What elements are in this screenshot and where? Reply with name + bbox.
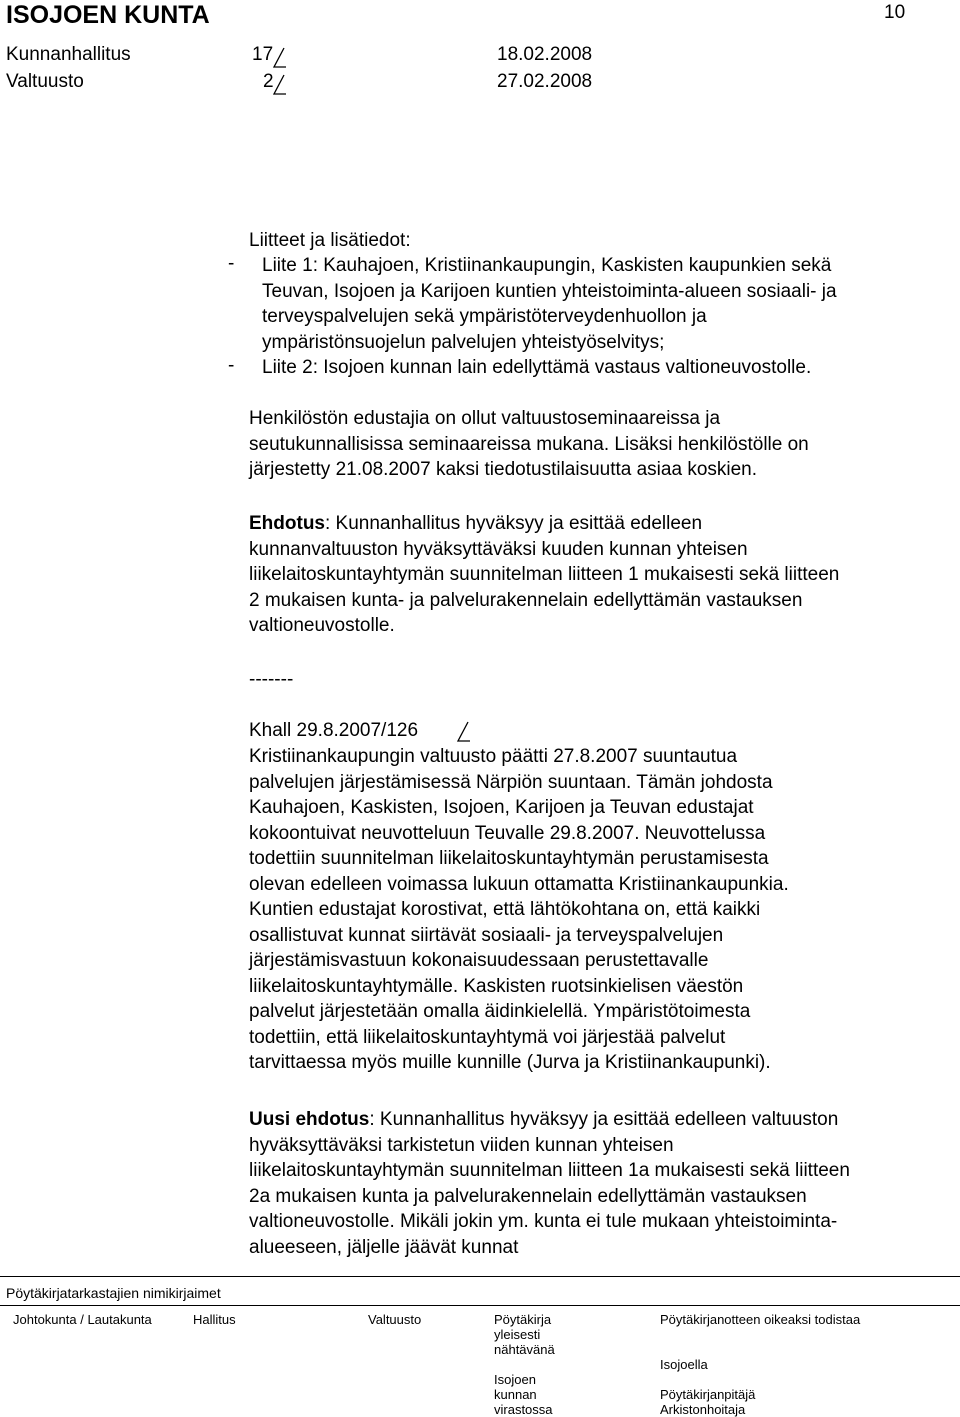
meeting-number-1: 17 (252, 44, 274, 65)
attachment-item-2: Liite 2: Isojoen kunnan lain edellyttämä vastaus valtioneuvostolle. (262, 357, 812, 378)
meeting-body-2: Valtuusto (6, 71, 84, 92)
list-bullet: - (228, 355, 235, 376)
attachments-heading: Liitteet ja lisätiedot: (249, 230, 411, 251)
footer-keeper: Pöytäkirjanpitäjä (660, 1387, 756, 1402)
meeting-date-2: 27.02.2008 (497, 71, 593, 92)
staff-paragraph: Henkilöstön edustajia on ollut valtuustoseminaareissa ja seutukunnallisissa seminaareissa mukana. Lisäksi henkilöstölle on järjestetty 21.08.2007 kaksi tiedotustilaisuutta asiaa koskien. (249, 408, 809, 480)
new-proposal-label: Uusi ehdotus (249, 1109, 370, 1130)
proposal-label: Ehdotus (249, 513, 325, 534)
signatures-label: Pöytäkirjatarkastajien nimikirjaimet (6, 1285, 221, 1301)
footer-divider (0, 1305, 960, 1306)
footer-poytakirja: Pöytäkirja yleisesti nähtävänä Isojoen kunnan virastossa (494, 1312, 555, 1417)
section-hook-icon (271, 46, 287, 72)
footer-hallitus: Hallitus (193, 1312, 236, 1327)
list-bullet: - (228, 253, 235, 274)
khall-paragraph: Kristiinankaupungin valtuusto päätti 27.8.2007 suuntautua palvelujen järjestämisessä Närpiön suuntaan. Tämän johdosta Kauhajoen, Kaskisten, Isojoen, Karijoen ja Teuvan edustajat kokoontuivat neuvotteluun Teuvalle 29.8.2007. Neuvottelussa todettiin suunnitelman liikelaitoskuntayhtymän perustamisesta olevan edelleen voimassa lukuun ottamatta Kristiinankaupunkia. Kuntien edustajat korostivat, että lähtökohtana on, että kaikki osallistuvat kunnat siirtävät sosiaali- ja terveyspalvelujen järjestämisvastuun kokonaisuudessaan perustettavalle liikelaitoskuntayhtymälle. Kaskisten ruotsinkielisen väestön palvelut järjestetään omalla äidinkielellä. Ympäristötoimesta todettiin, että liikelaitoskuntayhtymä voi järjestää palvelut tarvittaessa myös muille kunnille (Jurva ja Kristiinankaupunki). (249, 746, 789, 1073)
meeting-date-1: 18.02.2008 (497, 44, 593, 65)
footer-place: Isojoella (660, 1357, 708, 1372)
page-number: 10 (884, 2, 906, 23)
section-hook-icon (271, 73, 287, 99)
footer-top-rule (0, 1276, 960, 1277)
meeting-number-2: 2 (263, 71, 274, 92)
footer-role: Arkistonhoitaja (660, 1402, 746, 1417)
new-proposal-paragraph: Uusi ehdotus: Kunnanhallitus hyväksyy ja esittää edelleen valtuuston hyväksyttäväksi tarkistetun viiden kunnan yhteisen liikelaitoskuntayhtymän suunnitelman liitteen 1a mukaisesti sekä liitteen 2a mukaisen kunta ja palvelurakennelain edellyttämän vastauksen valtioneuvostolle. Mikäli jokin ym. kunta ei tule mukaan yhteistoiminta- alueeseen, jäljelle jäävät kunnat (249, 1109, 850, 1258)
footer-valtuusto: Valtuusto (368, 1312, 422, 1327)
footer-johtokunta: Johtokunta / Lautakunta (13, 1312, 152, 1327)
footer-certified: Pöytäkirjanotteen oikeaksi todistaa (660, 1312, 861, 1327)
khall-reference: Khall 29.8.2007/126 (249, 720, 419, 741)
section-hook-icon (455, 720, 471, 746)
separator: ------- (249, 669, 294, 690)
attachment-item-1: Liite 1: Kauhajoen, Kristiinankaupungin, Kaskisten kaupunkien sekä Teuvan, Isojoen ja Karijoen kuntien yhteistoiminta-alueen sosiaali- ja terveyspalvelujen sekä ympäristöterveydenhuollon ja ympäristönsuojelun palvelujen yhteistyöselvitys; (262, 255, 837, 353)
meeting-body-1: Kunnanhallitus (6, 44, 131, 65)
proposal-paragraph: Ehdotus: Kunnanhallitus hyväksyy ja esittää edelleen kunnanvaltuuston hyväksyttäväksi kuuden kunnan yhteisen liikelaitoskuntayhtymän suunnitelman liitteen 1 mukaisesti sekä liitteen 2 mukaisen kunta- ja palvelurakennelain edellyttämän vastauksen valtioneuvostolle. (249, 513, 840, 636)
municipality-title: ISOJOEN KUNTA (6, 1, 210, 29)
